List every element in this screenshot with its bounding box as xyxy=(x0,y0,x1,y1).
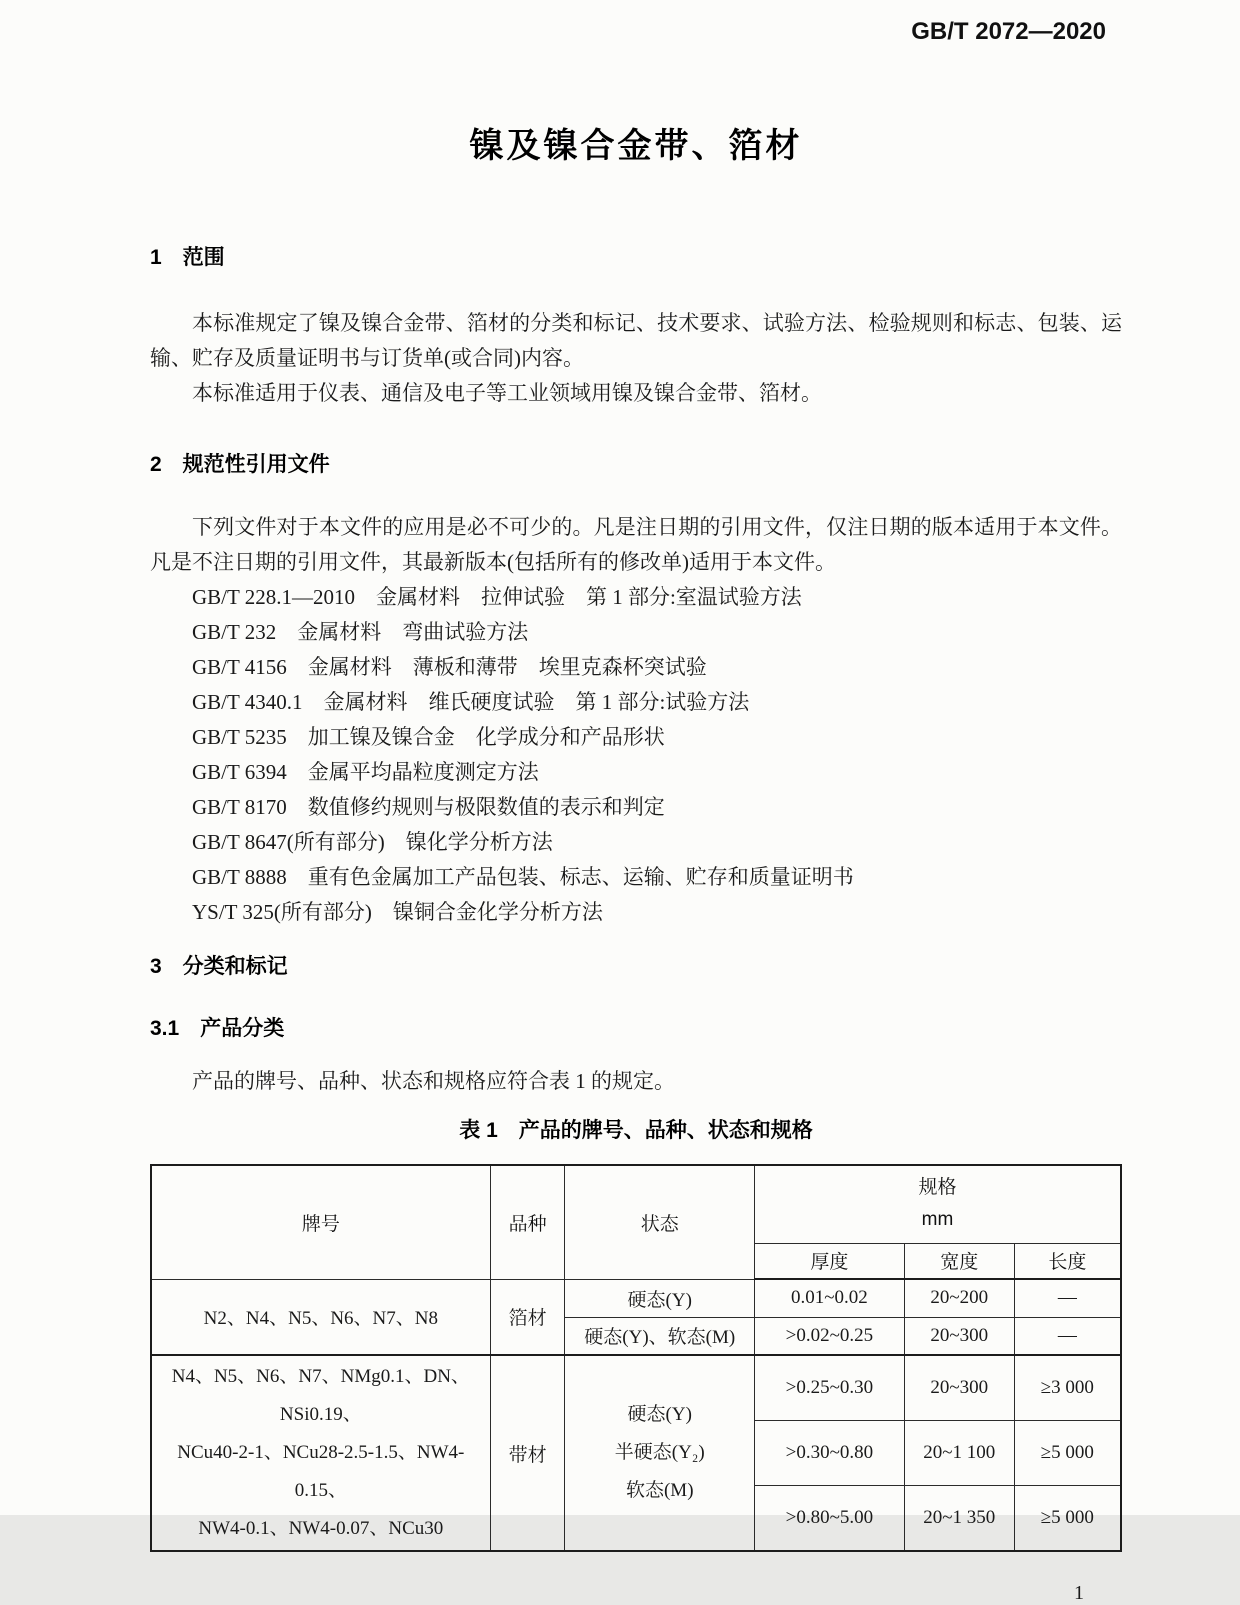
thickness-cell: >0.30~0.80 xyxy=(755,1420,905,1485)
width-cell: 20~1 100 xyxy=(904,1420,1014,1485)
state-line: 半硬态(Y₂) xyxy=(614,1442,705,1463)
reference-item: GB/T 232 金属材料 弯曲试验方法 xyxy=(192,620,529,644)
brand-cell: N2、N4、N5、N6、N7、N8 xyxy=(151,1279,490,1355)
table-row xyxy=(151,1279,1121,1317)
length-cell: — xyxy=(1014,1317,1121,1355)
col-header-length: 长度 xyxy=(1014,1243,1121,1279)
table-row xyxy=(151,1355,1121,1420)
section-3-heading: 3 分类和标记 xyxy=(150,955,288,978)
width-cell: 20~200 xyxy=(904,1279,1014,1317)
page-title: 镍及镍合金带、箔材 xyxy=(469,127,803,165)
reference-item: GB/T 6394 金属平均晶粒度测定方法 xyxy=(192,760,539,784)
length-cell: — xyxy=(1014,1279,1121,1317)
length-cell: ≥3 000 xyxy=(1014,1355,1121,1420)
page-content xyxy=(150,0,1122,1605)
product-spec-table xyxy=(150,1164,1122,1552)
reference-item: GB/T 8888 重有色金属加工产品包装、标志、运输、贮存和质量证明书 xyxy=(192,865,854,889)
reference-item: GB/T 5235 加工镍及镍合金 化学成分和产品形状 xyxy=(192,725,665,749)
state-line: 硬态(Y) xyxy=(627,1404,692,1425)
reference-item: GB/T 4156 金属材料 薄板和薄带 埃里克森杯突试验 xyxy=(192,655,707,679)
brand-line: N4、N5、N6、N7、NMg0.1、DN、NSi0.19、 xyxy=(171,1366,470,1425)
length-cell: ≥5 000 xyxy=(1014,1486,1121,1551)
table-header-row-1 xyxy=(151,1165,1121,1243)
length-cell: ≥5 000 xyxy=(1014,1420,1121,1485)
brand-line: NW4-0.1、NW4-0.07、NCu30 xyxy=(198,1518,444,1539)
thickness-cell: 0.01~0.02 xyxy=(755,1279,905,1317)
col-header-variety: 品种 xyxy=(490,1165,565,1279)
reference-item: YS/T 325(所有部分) 镍铜合金化学分析方法 xyxy=(192,900,603,924)
state-cell xyxy=(565,1355,755,1551)
state-line: 软态(M) xyxy=(625,1480,694,1501)
brand-cell xyxy=(151,1355,490,1551)
spec-group-label: 规格 xyxy=(918,1177,957,1199)
spec-unit-label: mm xyxy=(921,1209,954,1231)
section-3-1-heading: 3.1 产品分类 xyxy=(150,1017,285,1040)
references-intro-paragraph: 下列文件对于本文件的应用是必不可少的。凡是注日期的引用文件，仅注日期的版本适用于本文件。凡是不注日期的引用文件，其最新版本(包括所有的修改单)适用于本文件。 xyxy=(150,515,1122,574)
reference-item: GB/T 8170 数值修约规则与极限数值的表示和判定 xyxy=(192,795,665,819)
thickness-cell: >0.02~0.25 xyxy=(755,1317,905,1355)
section-scope xyxy=(150,241,1122,411)
col-header-brand: 牌号 xyxy=(151,1165,490,1279)
reference-item: GB/T 4340.1 金属材料 维氏硬度试验 第 1 部分:试验方法 xyxy=(192,690,750,714)
scope-paragraph-2: 本标准适用于仪表、通信及电子等工业领域用镍及镍合金带、箔材。 xyxy=(192,381,822,405)
page-number: 1 xyxy=(1074,1582,1084,1604)
variety-cell: 带材 xyxy=(490,1355,565,1551)
col-header-spec-group xyxy=(755,1165,1121,1243)
section-normative-references xyxy=(150,448,1122,930)
reference-item: GB/T 228.1—2010 金属材料 拉伸试验 第 1 部分:室温试验方法 xyxy=(192,585,802,609)
section-2-heading: 2 规范性引用文件 xyxy=(150,453,330,476)
width-cell: 20~300 xyxy=(904,1317,1014,1355)
width-cell: 20~1 350 xyxy=(904,1486,1014,1551)
state-cell: 硬态(Y)、软态(M) xyxy=(565,1317,755,1355)
variety-cell: 箔材 xyxy=(490,1279,565,1355)
width-cell: 20~300 xyxy=(904,1355,1014,1420)
brand-line: NCu40-2-1、NCu28-2.5-1.5、NW4-0.15、 xyxy=(177,1442,465,1501)
classification-paragraph: 产品的牌号、品种、状态和规格应符合表 1 的规定。 xyxy=(192,1069,675,1093)
doc-number: GB/T 2072—2020 xyxy=(911,18,1106,45)
table-caption: 表 1 产品的牌号、品种、状态和规格 xyxy=(459,1119,813,1142)
col-header-state: 状态 xyxy=(565,1165,755,1279)
scope-paragraph-1: 本标准规定了镍及镍合金带、箔材的分类和标记、技术要求、试验方法、检验规则和标志、包装、运输、贮存及质量证明书与订货单(或合同)内容。 xyxy=(150,311,1122,370)
thickness-cell: >0.25~0.30 xyxy=(755,1355,905,1420)
section-classification xyxy=(150,950,1122,1552)
reference-list xyxy=(150,580,1122,930)
state-cell: 硬态(Y) xyxy=(565,1279,755,1317)
thickness-cell: >0.80~5.00 xyxy=(755,1486,905,1551)
col-header-width: 宽度 xyxy=(904,1243,1014,1279)
reference-item: GB/T 8647(所有部分) 镍化学分析方法 xyxy=(192,830,553,854)
col-header-thickness: 厚度 xyxy=(755,1243,905,1279)
section-1-heading: 1 范围 xyxy=(150,246,225,269)
